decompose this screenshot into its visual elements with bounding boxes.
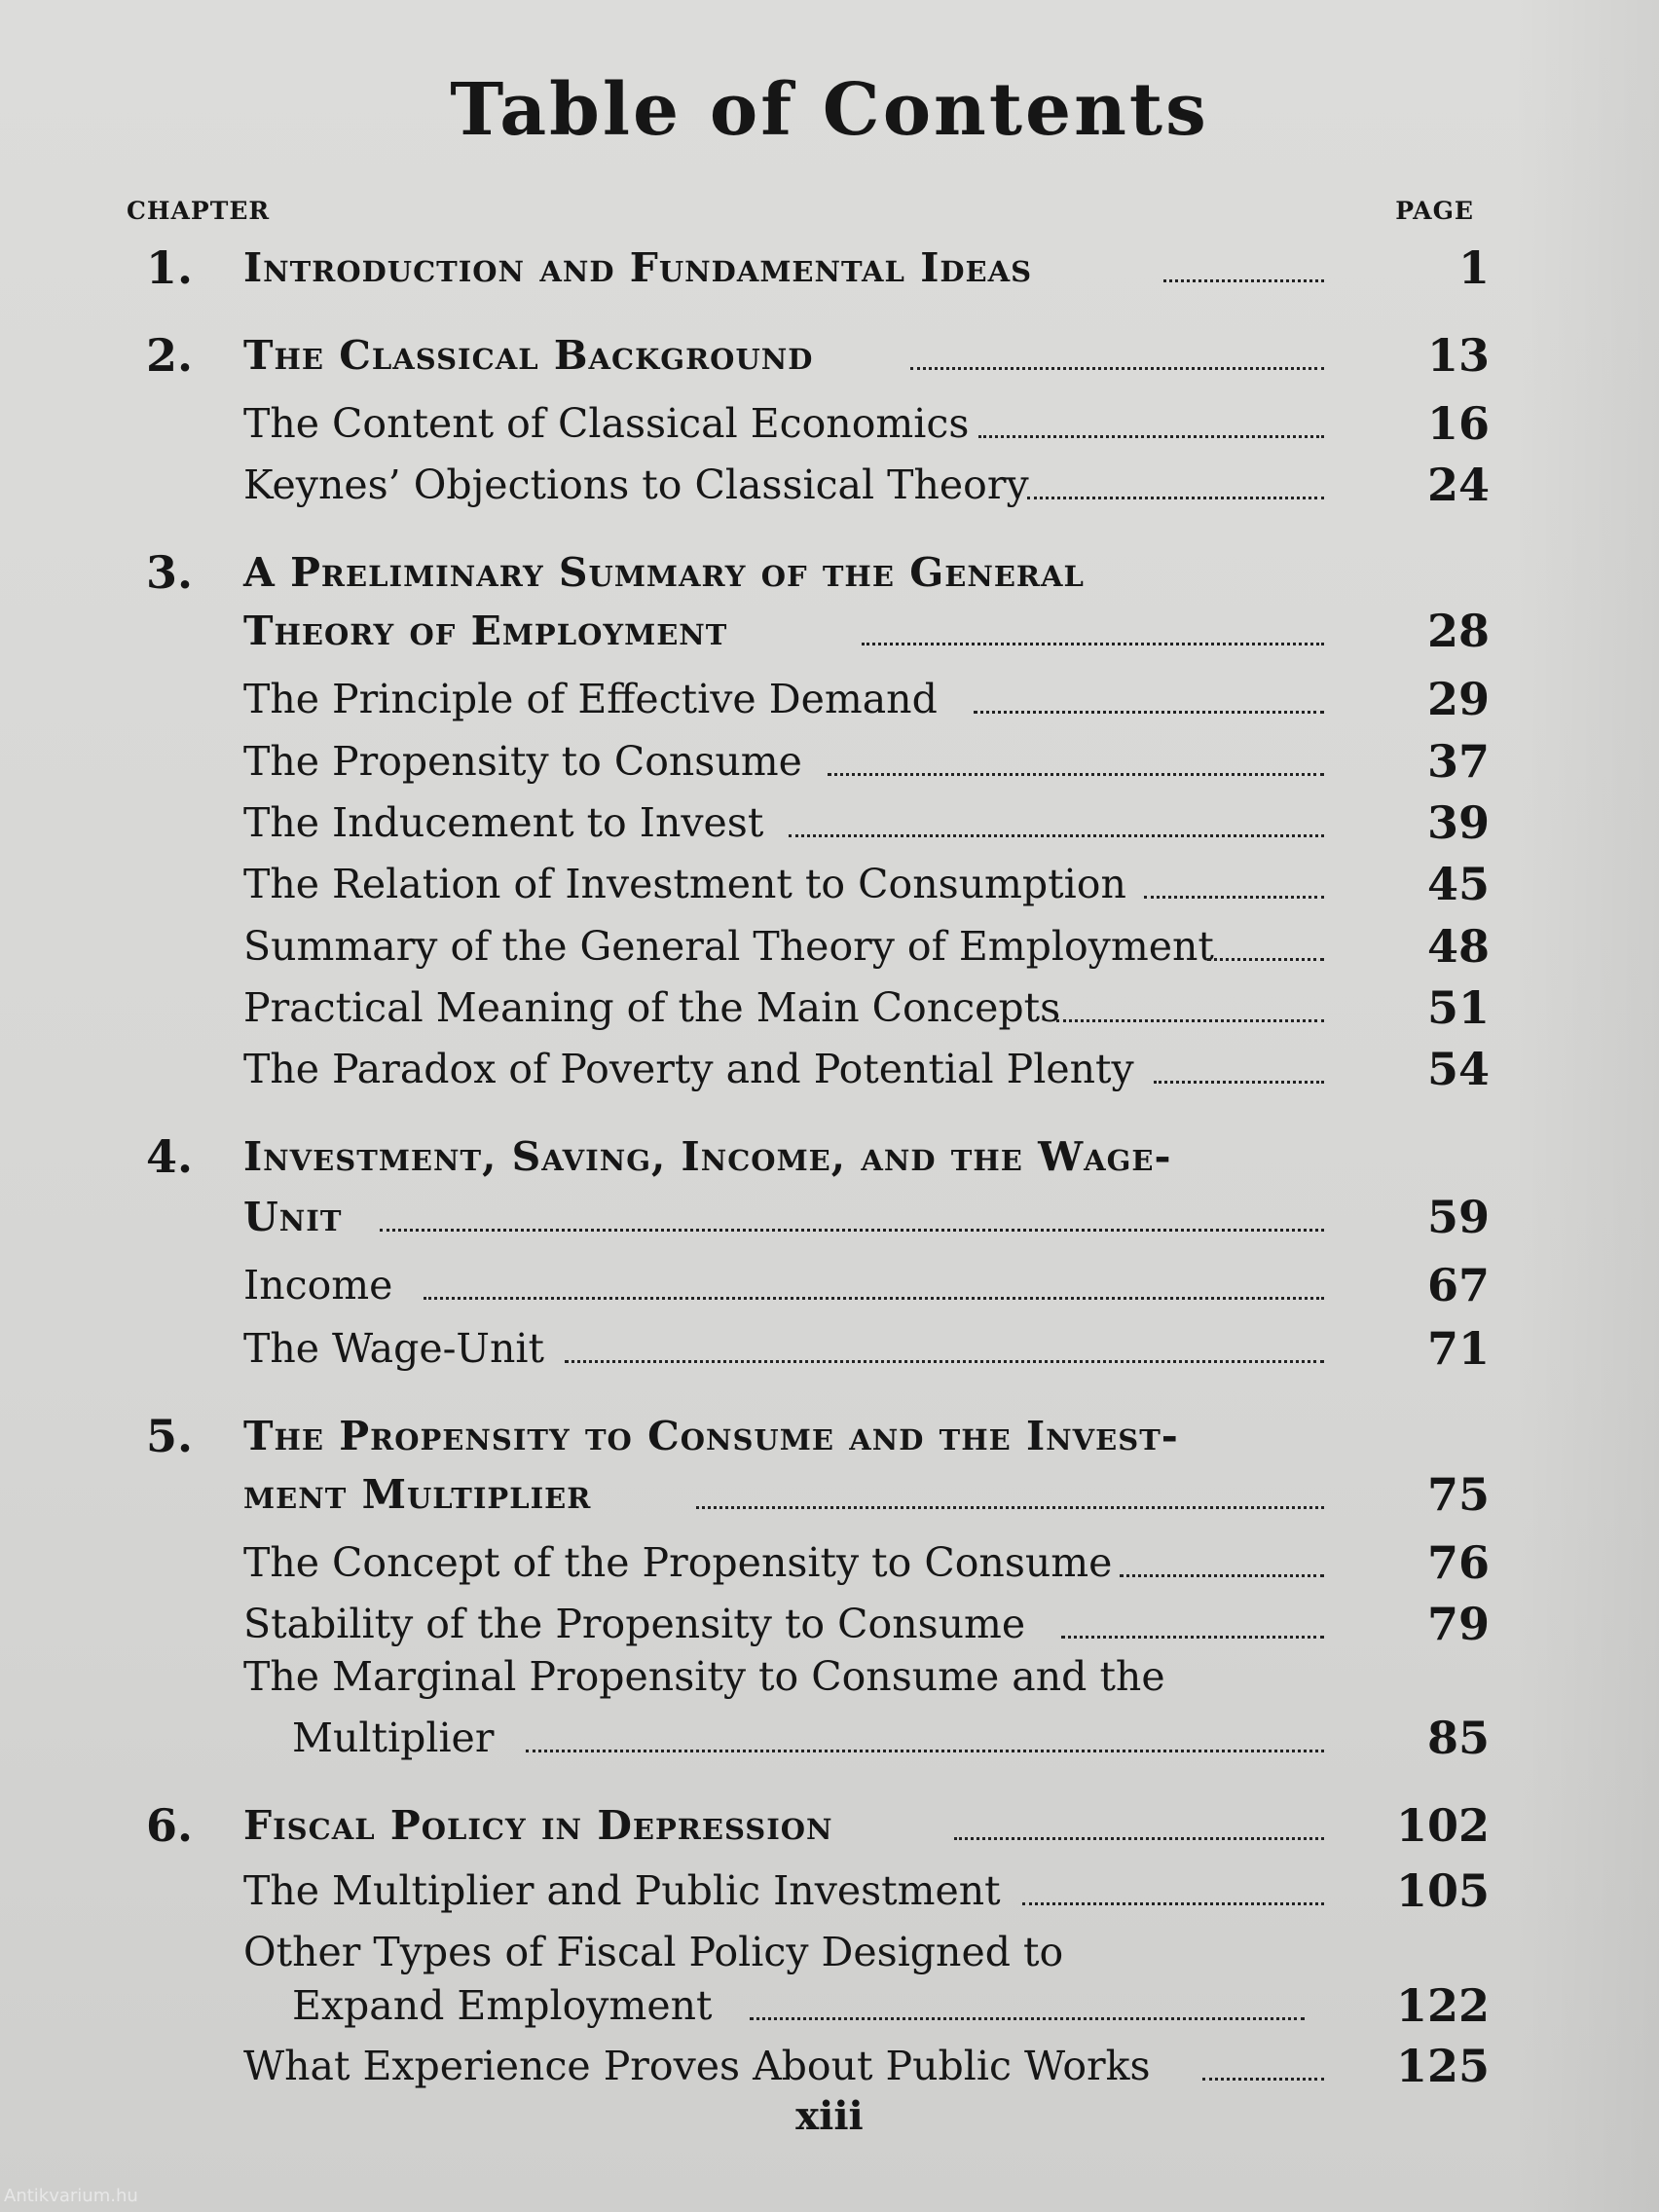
toc-chapter-4-line1	[146, 1127, 1490, 1186]
toc-section	[146, 670, 1490, 728]
page-number: 1	[1457, 241, 1490, 294]
toc-chapter-5-line1	[146, 1407, 1490, 1465]
toc-section-line2	[146, 1976, 1490, 2035]
section-title: Summary of the General Theory of Employment	[243, 923, 1214, 970]
dot-leader	[828, 773, 1324, 776]
page-number: 13	[1426, 329, 1490, 382]
toc-section	[146, 917, 1490, 976]
toc-section	[146, 456, 1490, 514]
dot-leader	[1027, 497, 1324, 499]
dot-leader	[1202, 2078, 1324, 2081]
toc-section	[146, 855, 1490, 913]
toc-section	[146, 1256, 1490, 1314]
toc-chapter-3-line2	[146, 602, 1490, 660]
page-title: Table of Contents	[450, 68, 1209, 152]
watermark: Antikvarium.hu	[4, 2186, 138, 2206]
page-number: 51	[1426, 981, 1490, 1034]
section-title: The Principle of Effective Demand	[243, 676, 938, 722]
chapter-title: The Propensity to Consume and the Invest-	[243, 1413, 1179, 1459]
dot-leader	[1022, 1902, 1324, 1905]
page-number: 105	[1395, 1864, 1490, 1917]
page-number: 39	[1426, 796, 1490, 849]
dot-leader	[1056, 1019, 1324, 1022]
section-title: The Concept of the Propensity to Consume	[243, 1539, 1113, 1586]
section-title: Income	[243, 1262, 393, 1309]
toc-section	[146, 394, 1490, 453]
dot-leader	[1120, 1574, 1324, 1577]
page-number: 54	[1426, 1043, 1490, 1095]
toc-section	[146, 978, 1490, 1037]
chapter-title: Introduction and Fundamental Ideas	[243, 244, 1033, 291]
chapter-number: 2.	[146, 329, 194, 382]
section-title: The Marginal Propensity to Consume and the	[243, 1653, 1165, 1700]
page-column-header: PAGE	[1395, 197, 1474, 225]
toc-section	[146, 1319, 1490, 1378]
page-number: 79	[1426, 1598, 1490, 1650]
section-title: The Content of Classical Economics	[243, 400, 970, 447]
page-number: 48	[1426, 920, 1490, 973]
toc-chapter-4-line2	[146, 1188, 1490, 1246]
toc-section-line1	[146, 1647, 1490, 1706]
dot-leader	[1144, 896, 1324, 899]
page-number: 76	[1426, 1536, 1490, 1589]
page-number: 71	[1426, 1322, 1490, 1375]
chapter-number: 6.	[146, 1799, 194, 1852]
chapter-title: The Classical Background	[243, 332, 814, 379]
page-number: 125	[1395, 2040, 1490, 2092]
section-title: Keynes’ Objections to Classical Theory	[243, 461, 1029, 508]
page-number: 28	[1426, 605, 1490, 657]
chapter-number: 4.	[146, 1130, 194, 1183]
chapter-title: Investment, Saving, Income, and the Wage-	[243, 1133, 1172, 1180]
page-number: 16	[1426, 397, 1490, 450]
page-number: 122	[1395, 1979, 1490, 2032]
toc-section	[146, 793, 1490, 852]
page-number: 37	[1426, 735, 1490, 788]
section-title: The Wage-Unit	[243, 1325, 544, 1372]
section-title: Other Types of Fiscal Policy Designed to	[243, 1929, 1064, 1975]
toc-chapter-5-line2	[146, 1465, 1490, 1524]
section-title: The Paradox of Poverty and Potential Plenty	[243, 1046, 1134, 1092]
dot-leader	[1163, 279, 1324, 282]
toc-section	[146, 732, 1490, 791]
page-number: 85	[1426, 1712, 1490, 1764]
toc-section-line1	[146, 1923, 1490, 1981]
section-title: Stability of the Propensity to Consume	[243, 1601, 1026, 1647]
toc-chapter-1	[146, 239, 1490, 297]
dot-leader	[424, 1297, 1324, 1300]
section-title: The Inducement to Invest	[243, 799, 764, 846]
page-number: 59	[1426, 1191, 1490, 1243]
chapter-number: 3.	[146, 546, 194, 599]
dot-leader	[526, 1750, 1324, 1752]
chapter-title: Fiscal Policy in Depression	[243, 1802, 833, 1849]
toc-section	[146, 1862, 1490, 1920]
dot-leader	[565, 1360, 1324, 1363]
chapter-title-continued: ment Multiplier	[243, 1471, 592, 1518]
section-title: The Propensity to Consume	[243, 738, 802, 785]
dot-leader	[974, 711, 1324, 714]
chapter-title: A Preliminary Summary of the General	[243, 549, 1085, 596]
chapter-title-continued: Theory of Employment	[243, 608, 728, 654]
toc-section	[146, 1533, 1490, 1592]
toc-section	[146, 1040, 1490, 1098]
toc-chapter-6	[146, 1796, 1490, 1855]
toc-section	[146, 1595, 1490, 1653]
dot-leader	[696, 1506, 1324, 1509]
dot-leader	[750, 2017, 1305, 2020]
toc-section	[146, 2037, 1490, 2095]
page-number: 45	[1426, 858, 1490, 910]
page-number: 24	[1426, 459, 1490, 511]
dot-leader	[978, 435, 1324, 438]
section-title-continued: Multiplier	[292, 1714, 495, 1761]
section-title: The Multiplier and Public Investment	[243, 1867, 1001, 1914]
dot-leader	[1207, 958, 1324, 961]
toc-chapter-2	[146, 326, 1490, 385]
page-folio: xiii	[795, 2093, 864, 2139]
section-title: What Experience Proves About Public Works	[243, 2043, 1151, 2089]
page-number: 102	[1395, 1799, 1490, 1852]
section-title: Practical Meaning of the Main Concepts	[243, 984, 1061, 1031]
toc-section-line2	[146, 1709, 1490, 1767]
page-edge-shadow	[1513, 0, 1659, 2212]
chapter-column-header: CHAPTER	[127, 197, 271, 225]
dot-leader	[789, 834, 1324, 837]
section-title: The Relation of Investment to Consumption	[243, 861, 1126, 907]
page-number: 67	[1426, 1259, 1490, 1311]
dot-leader	[910, 367, 1324, 370]
chapter-title-continued: Unit	[243, 1194, 343, 1240]
page-number: 75	[1426, 1468, 1490, 1521]
chapter-number: 5.	[146, 1410, 194, 1462]
page-number: 29	[1426, 673, 1490, 725]
toc-chapter-3-line1	[146, 543, 1490, 602]
section-title-continued: Expand Employment	[292, 1982, 713, 2029]
dot-leader	[1154, 1081, 1324, 1084]
dot-leader	[954, 1837, 1324, 1840]
dot-leader	[1061, 1636, 1324, 1639]
chapter-number: 1.	[146, 241, 194, 294]
dot-leader	[862, 643, 1324, 645]
dot-leader	[380, 1229, 1324, 1232]
